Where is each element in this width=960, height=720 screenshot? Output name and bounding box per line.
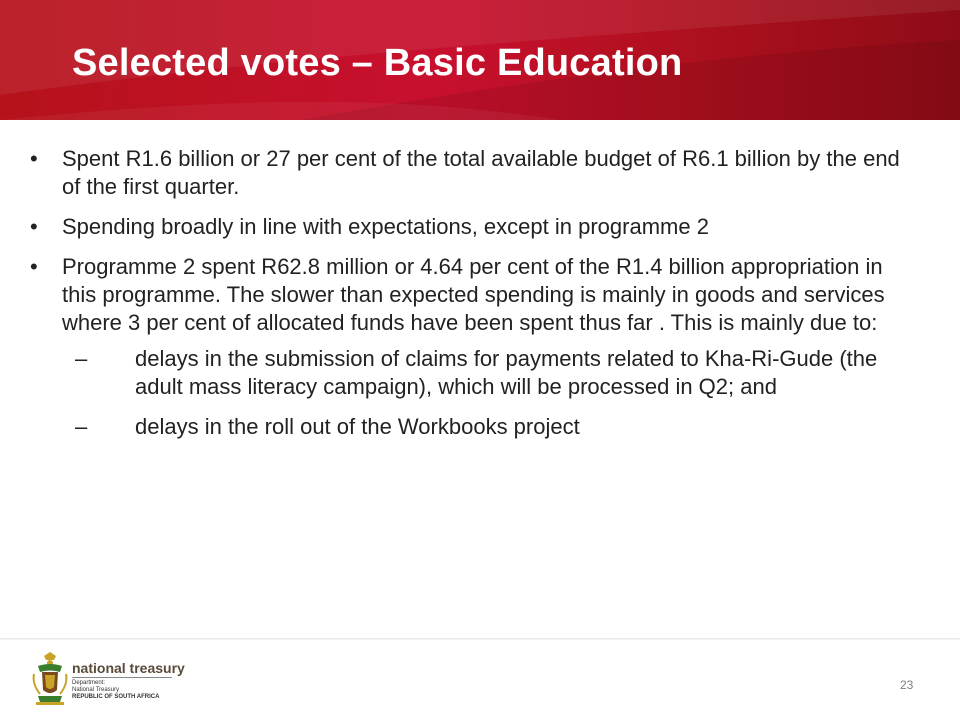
logo-department-label: Department: — [72, 680, 106, 686]
bullet-marker: • — [30, 146, 38, 171]
bullet-marker: • — [30, 214, 38, 239]
footer-divider — [0, 638, 960, 640]
bullet-text: Spent R1.6 billion or 27 per cent of the total available budget of R6.1 billion by the end of the first quarter. — [62, 146, 900, 199]
bullet-text: Spending broadly in line with expectations, except in programme 2 — [62, 214, 709, 239]
logo-country: REPUBLIC OF SOUTH AFRICA — [72, 694, 160, 700]
bullet-item — [30, 213, 920, 241]
bullet-item — [30, 253, 920, 337]
sub-bullet-marker: – — [75, 414, 88, 439]
logo-department-name: National Treasury — [72, 687, 120, 693]
sub-bullet-text: delays in the roll out of the Workbooks project — [135, 414, 580, 439]
logo-wordmark: national treasury — [72, 660, 185, 676]
sub-bullet-item — [30, 413, 920, 441]
sub-bullet-item — [30, 345, 920, 401]
slide-body — [30, 145, 920, 453]
sub-bullet-marker: – — [75, 346, 88, 371]
bullet-text: Programme 2 spent R62.8 million or 4.64 per cent of the R1.4 billion appropriation in this programme. The slower than expected spending is mainly in goods and services where 3 per cent of allocated funds have been spent thus far . This is mainly due to: — [62, 254, 885, 335]
sub-bullet-text: delays in the submission of claims for payments related to Kha-Ri-Gude (the adult mass literacy campaign), which will be processed in Q2; and — [135, 346, 878, 399]
bullet-marker: • — [30, 254, 38, 279]
title-banner — [0, 0, 960, 120]
page-number: 23 — [900, 678, 914, 692]
logo-divider — [72, 677, 172, 678]
slide-title: Selected votes – Basic Education — [72, 42, 683, 84]
bullet-item — [30, 145, 920, 201]
